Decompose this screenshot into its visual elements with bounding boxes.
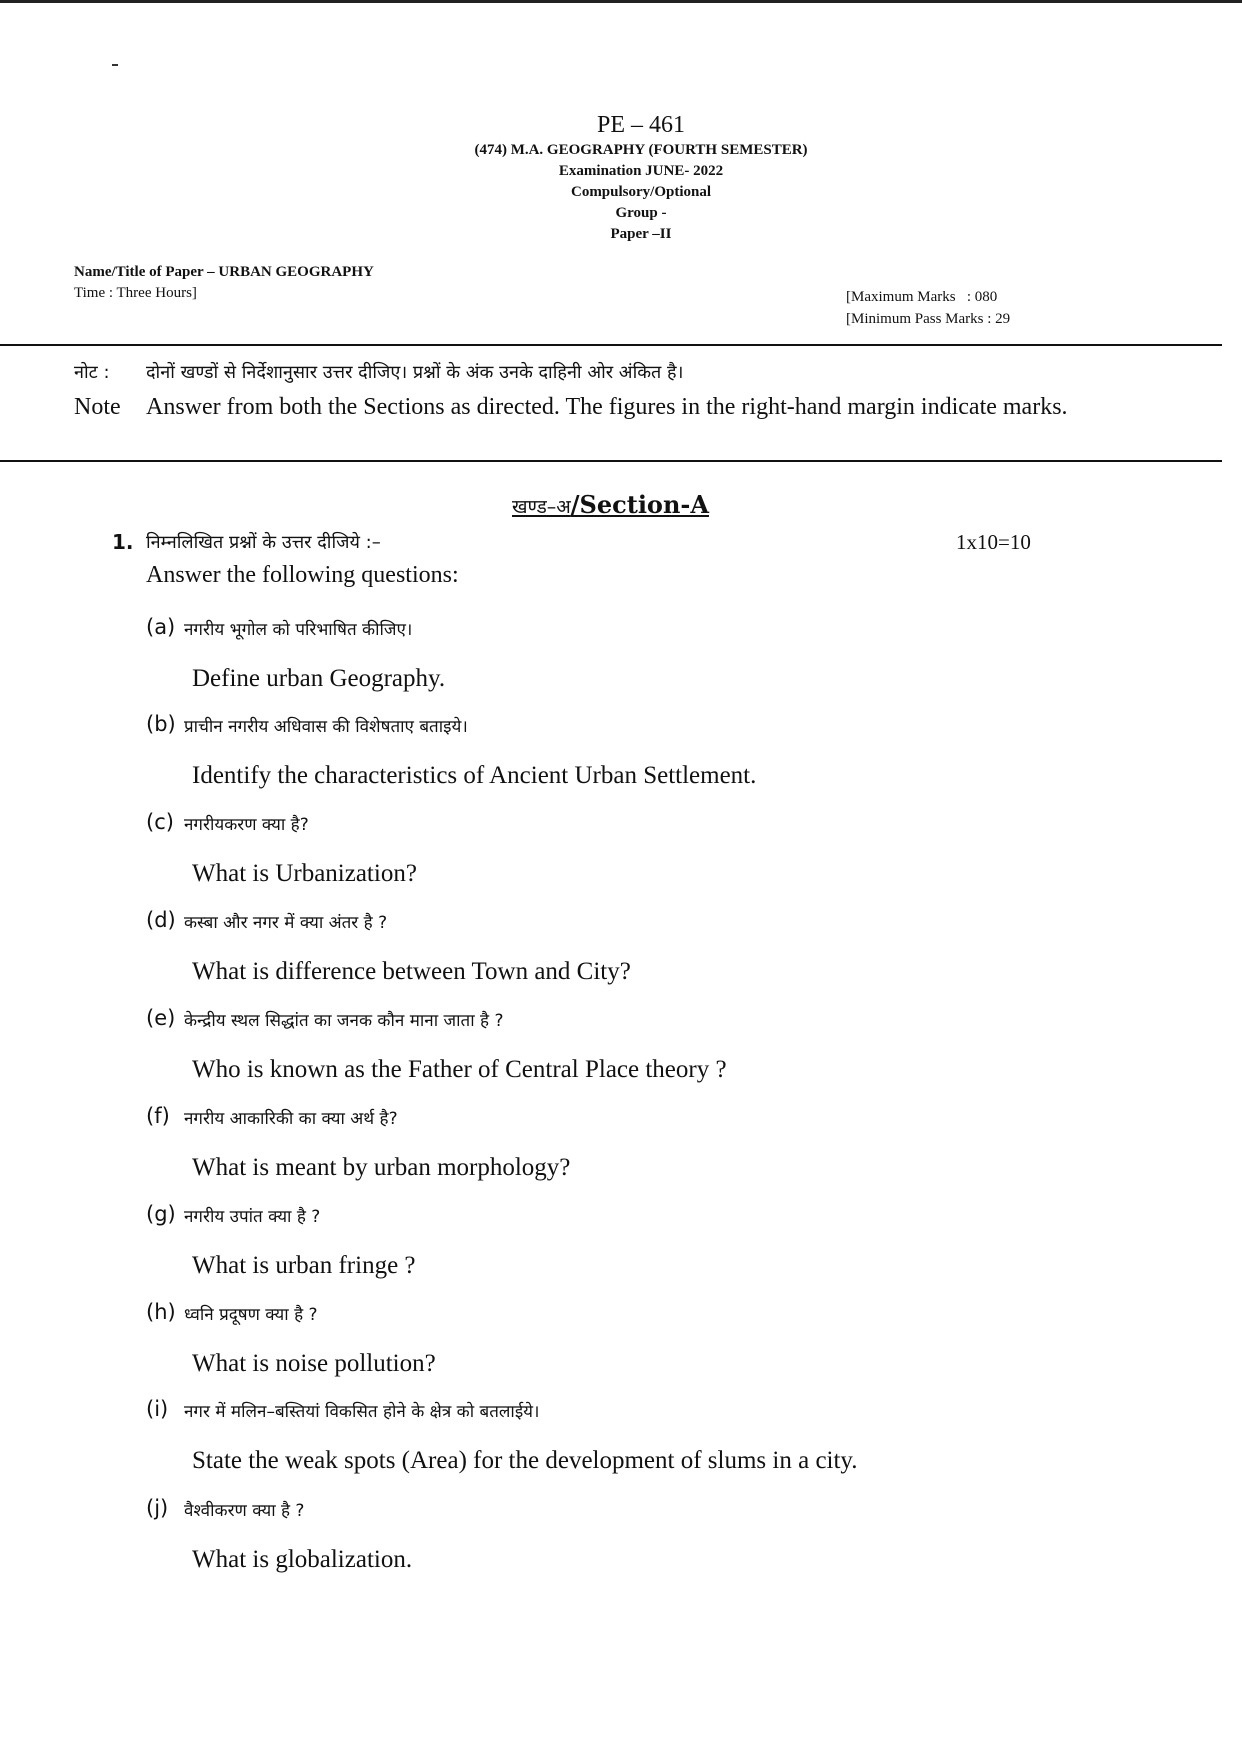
section-title-english: Section-A: [579, 490, 709, 519]
paper-name: Name/Title of Paper – URBAN GEOGRAPHY: [74, 264, 374, 280]
note-hindi: [74, 360, 683, 384]
scan-top-border: [0, 0, 1242, 3]
sub-question-label: (i): [146, 1397, 169, 1421]
sub-question-english: What is noise pollution?: [192, 1350, 436, 1377]
exam-session: Examination JUNE- 2022: [558, 163, 724, 179]
group-label: Group -: [615, 205, 667, 221]
exam-time: Time : Three Hours]: [74, 285, 197, 301]
sub-question-label: (a): [146, 615, 176, 639]
note-hindi-text: दोनों खण्डों से निर्देशानुसार उत्तर दीजिए। प्रश्नों के अंक उनके दाहिनी ओर अंकित है।: [146, 362, 684, 383]
paper-number: Paper –II: [610, 226, 672, 242]
sub-question-label: (f): [146, 1104, 170, 1128]
sub-question-label: (h): [146, 1300, 176, 1324]
paper-code: PE – 461: [596, 112, 685, 138]
question-hindi: निम्नलिखित प्रश्नों के उत्तर दीजिये :–: [146, 532, 381, 553]
note-hindi-label: नोट :: [74, 362, 110, 383]
sub-question-english: Who is known as the Father of Central Place theory ?: [192, 1056, 727, 1083]
sub-question-hindi: वैश्वीकरण क्या है ?: [184, 1501, 305, 1521]
note-english-label: Note: [74, 394, 121, 420]
section-heading: [512, 490, 709, 519]
section-separator: /: [570, 490, 580, 519]
sub-question-english: What is difference between Town and City?: [192, 958, 631, 985]
sub-question-english: State the weak spots (Area) for the development of slums in a city.: [192, 1447, 858, 1474]
sub-question-english: What is Urbanization?: [192, 860, 417, 887]
sub-question-label: (e): [146, 1006, 176, 1030]
sub-question-label: (g): [146, 1202, 176, 1226]
sub-question-english: What is urban fringe ?: [192, 1252, 416, 1279]
sub-question-hindi: नगरीयकरण क्या है?: [184, 815, 309, 835]
sub-question-hindi: केन्द्रीय स्थल सिद्धांत का जनक कौन माना जाता है ?: [184, 1011, 504, 1031]
sub-question-label: (b): [146, 712, 176, 736]
sub-question-hindi: कस्बा और नगर में क्या अंतर है ?: [184, 913, 388, 933]
divider: [0, 460, 1222, 462]
divider: [0, 344, 1222, 346]
note-english: [74, 392, 1194, 423]
section-title-hindi: खण्ड–अ: [512, 496, 571, 518]
minimum-pass-marks: [Minimum Pass Marks : 29: [846, 311, 1011, 327]
sub-question-label: (d): [146, 908, 176, 932]
question-english: Answer the following questions:: [146, 562, 459, 588]
paper-type: Compulsory/Optional: [570, 184, 712, 200]
scan-speck: [112, 64, 118, 66]
sub-question-hindi: नगरीय उपांत क्या है ?: [184, 1207, 321, 1227]
sub-question-hindi: नगरीय आकारिकी का क्या अर्थ है?: [184, 1109, 398, 1129]
sub-question-label: (j): [146, 1496, 169, 1520]
course-title: (474) M.A. GEOGRAPHY (FOURTH SEMESTER): [474, 142, 808, 158]
sub-question-hindi: ध्वनि प्रदूषण क्या है ?: [184, 1305, 318, 1325]
sub-question-hindi: प्राचीन नगरीय अधिवास की विशेषताए बताइये।: [184, 717, 468, 737]
sub-question-hindi: नगरीय भूगोल को परिभाषित कीजिए।: [184, 620, 413, 640]
marks-info: [846, 286, 1010, 330]
sub-question-english: Define urban Geography.: [192, 665, 446, 692]
sub-question-english: What is globalization.: [192, 1546, 413, 1573]
maximum-marks: [Maximum Marks : 080: [846, 289, 998, 305]
question-number: 1.: [112, 530, 134, 554]
sub-question-hindi: नगर में मलिन–बस्तियां विकसित होने के क्षेत्र को बतलाईये।: [184, 1402, 540, 1422]
sub-question-label: (c): [146, 810, 174, 834]
note-english-text: Answer from both the Sections as directed. The figures in the right-hand margin indicate marks.: [146, 394, 1068, 420]
sub-question-english: Identify the characteristics of Ancient Urban Settlement.: [192, 762, 757, 789]
sub-question-english: What is meant by urban morphology?: [192, 1154, 571, 1181]
question-marks: 1x10=10: [956, 530, 1031, 554]
exam-header: [0, 110, 1242, 245]
